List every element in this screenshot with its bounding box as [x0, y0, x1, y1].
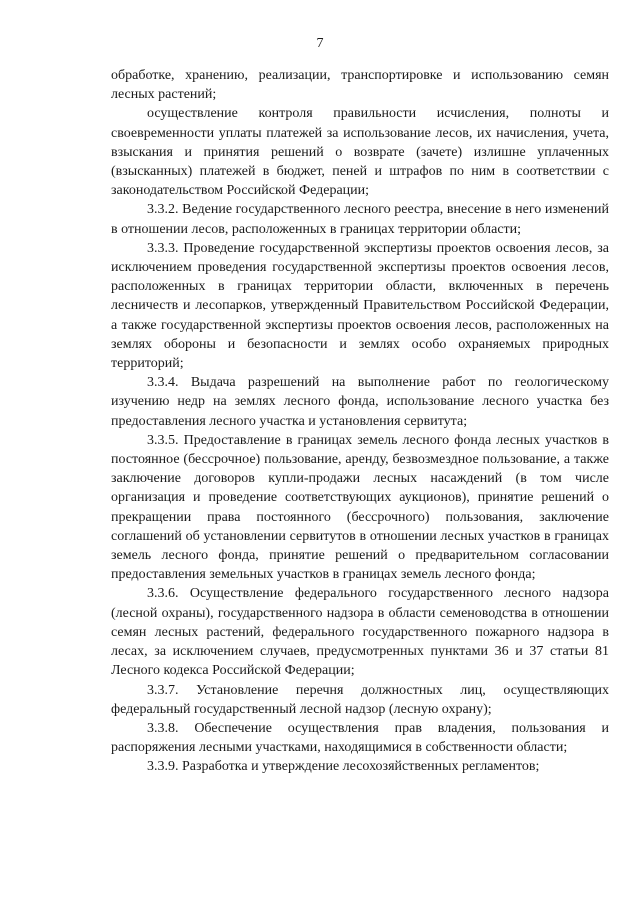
- page-number: 7: [316, 36, 324, 51]
- paragraph-3-3-8: 3.3.8. Обеспечение осуществления прав владения, пользования и распоряжения лесными участками, находящимися в собственности области;: [111, 720, 609, 756]
- document-body: [111, 66, 609, 777]
- paragraph-3-3-4: 3.3.4. Выдача разрешений на выполнение работ по геологическому изучению недр на землях лесного фонда, использование лесного участка без предоставления лесного участка и установления сервитута;: [111, 375, 609, 429]
- paragraph-3-3-7: 3.3.7. Установление перечня должностных лиц, осуществляющих федеральный государственный лесной надзор (лесную охрану);: [111, 682, 609, 717]
- paragraph-control-payments: осуществление контроля правильности исчисления, полноты и своевременности уплаты платежей за использование лесов, их начисления, учета, взыскания и принятия решений о возврате (зачете) излишне уплаченных (взысканных) платежей в бюджет, пеней и штрафов по ним в соответствии с законодательством Российской Федерации;: [111, 106, 609, 199]
- paragraph-3-3-3: 3.3.3. Проведение государственной экспертизы проектов освоения лесов, за исключением проведения государственной экспертизы проектов освоения лесов, расположенных в границах территории области, включенных в перечень лесничеств и лесопарков, утвержденный Правительством Российской Федерации, а также государственной экспертизы проектов освоения лесов, расположенных на землях обороны и безопасности и землях особо охраняемых природных территорий;: [111, 240, 609, 372]
- paragraph-continuation: обработке, хранению, реализации, транспортировке и использованию семян лесных растений;: [111, 68, 609, 103]
- paragraph-3-3-6: 3.3.6. Осуществление федерального государственного лесного надзора (лесной охраны), государственного надзора в области семеноводства в отношении семян лесных растений, федерального государственного пожарного надзора в лесах, за исключением случаев, предусмотренных пунктами 36 и 37 статьи 81 Лесного кодекса Российской Федерации;: [111, 586, 609, 679]
- paragraph-3-3-5: 3.3.5. Предоставление в границах земель лесного фонда лесных участков в постоянное (бессрочное) пользование, аренду, безвозмездное пользование, а также заключение договоров купли-продажи лесных насаждений (в том числе организация и проведение соответствующих аукционов), принятие решений о прекращении права постоянного (бессрочного) пользования, заключение соглашений об установлении сервитутов в отношении лесных участков в границах земель лесного фонда, принятие решений о предварительном согласовании предоставления земельных участков в границах земель лесного фонда;: [111, 432, 609, 583]
- paragraph-3-3-2: 3.3.2. Ведение государственного лесного реестра, внесение в него изменений в отношении лесов, расположенных в границах территории области;: [111, 202, 609, 237]
- paragraph-3-3-9: 3.3.9. Разработка и утверждение лесохозяйственных регламентов;: [147, 759, 540, 775]
